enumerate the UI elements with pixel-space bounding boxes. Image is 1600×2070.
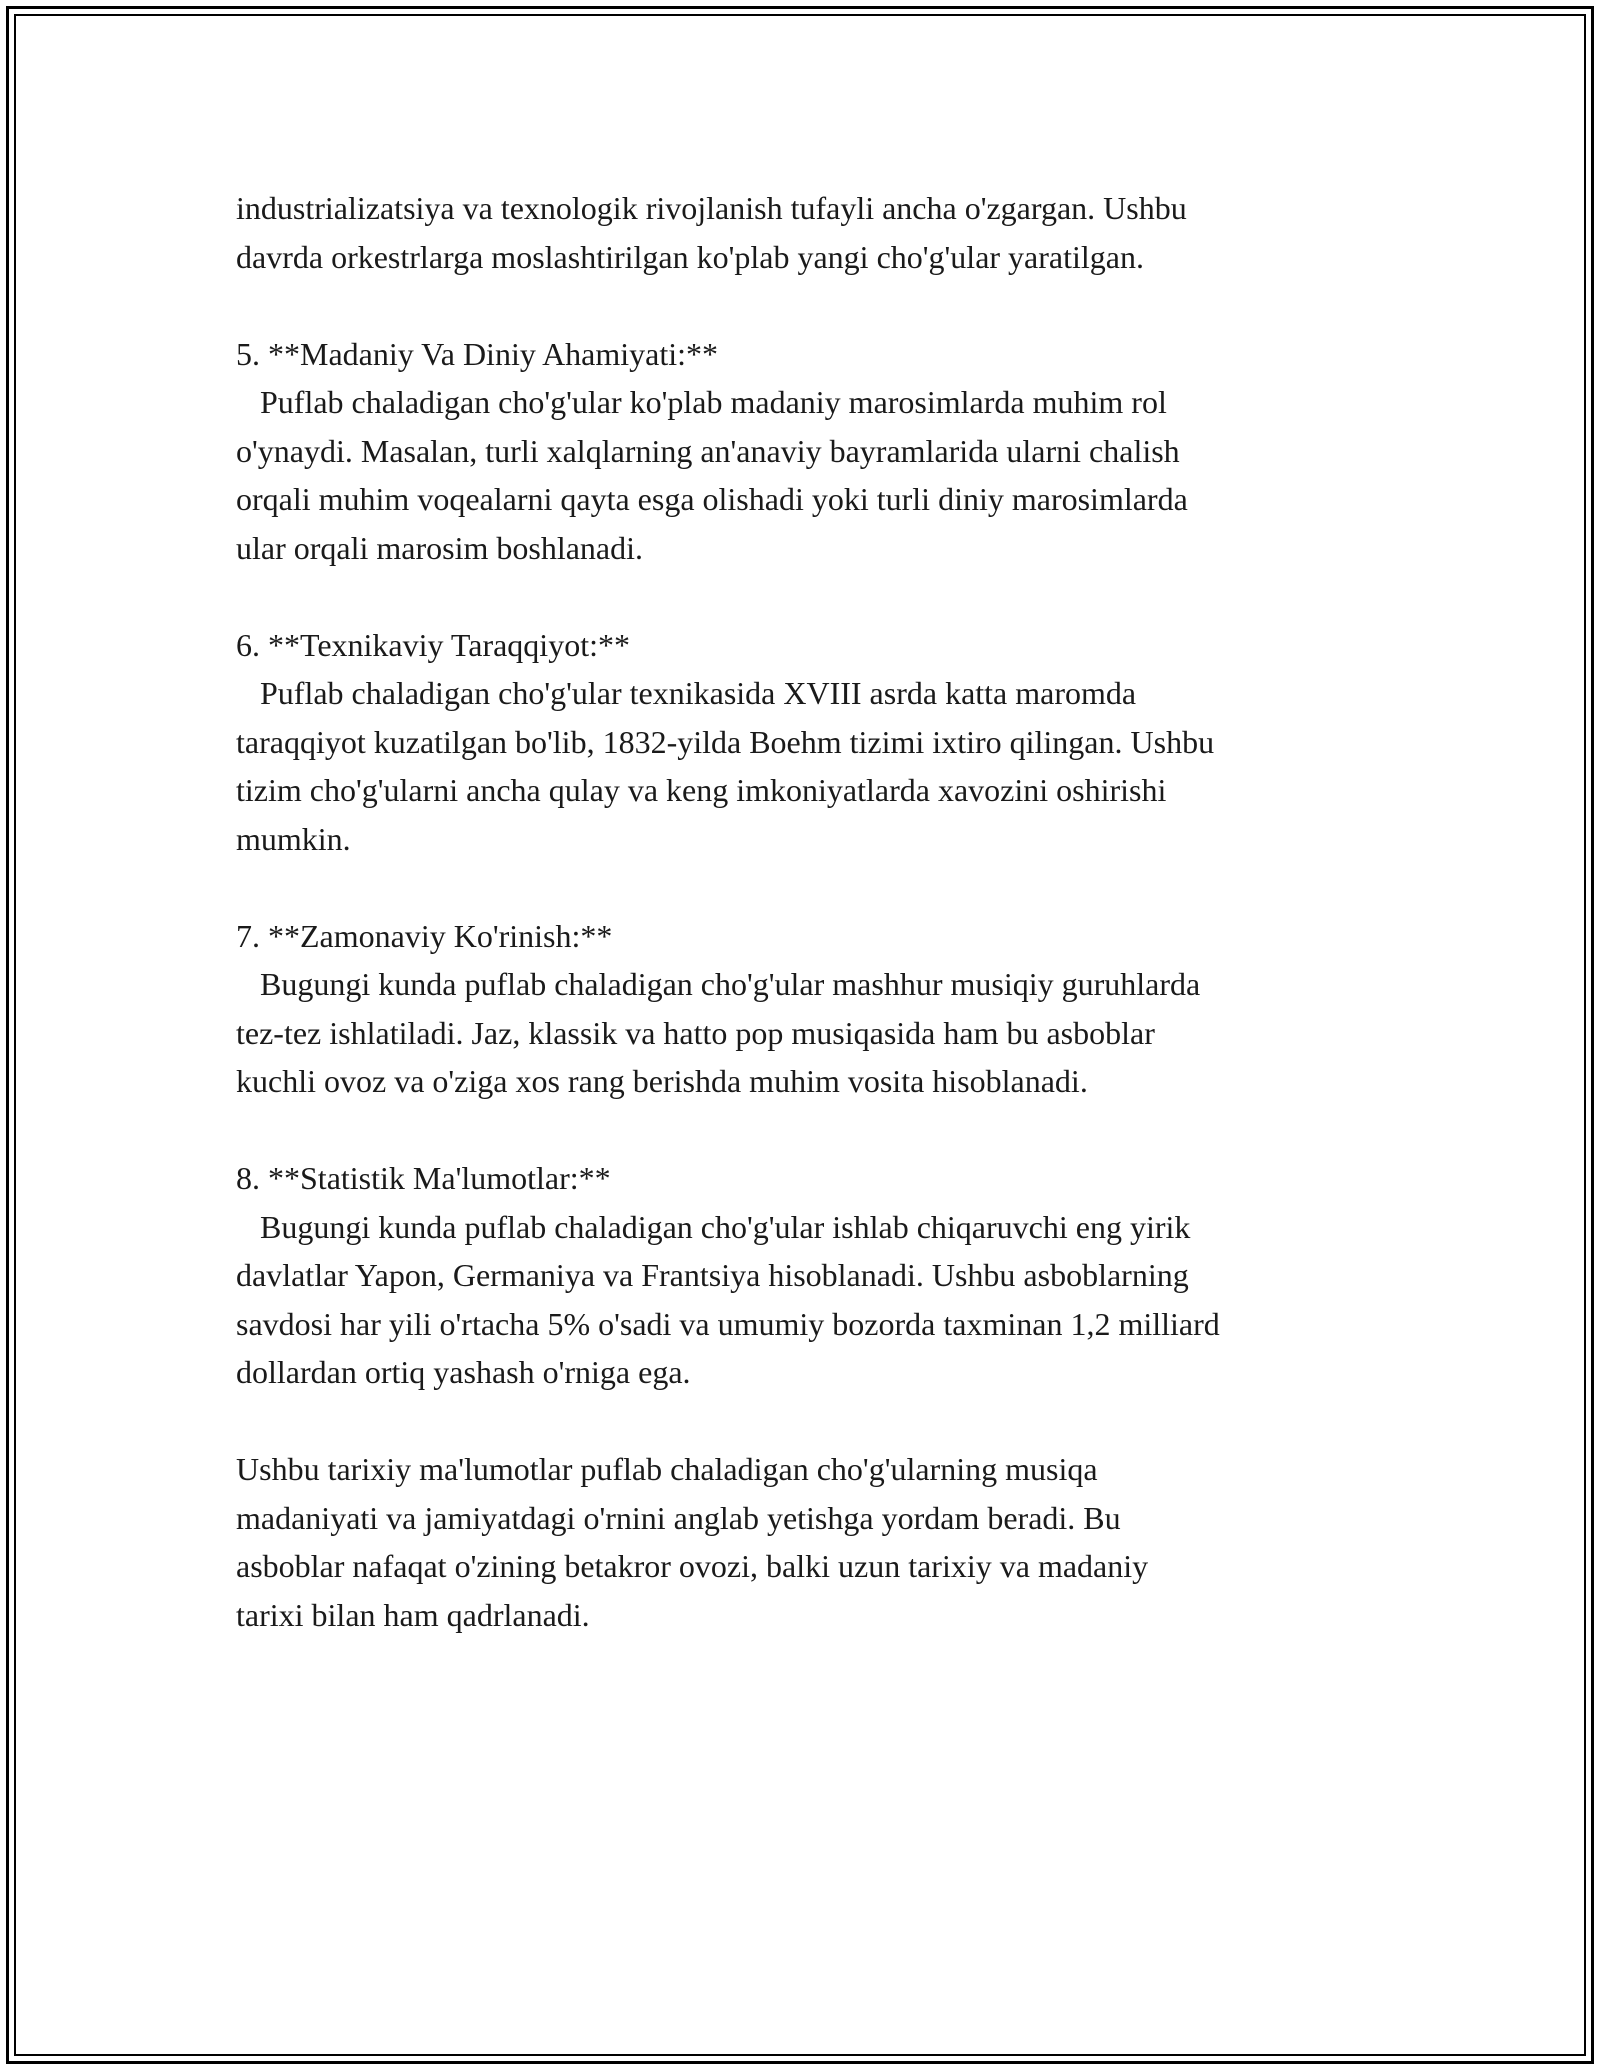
section-heading: 5. **Madaniy Va Diniy Ahamiyati:** [236, 335, 719, 372]
section-heading: 8. **Statistik Ma'lumotlar:** [236, 1160, 611, 1196]
section-6 [236, 621, 1376, 864]
section-heading: 7. **Zamonaviy Ko'rinish:** [236, 917, 613, 954]
section-body: Bugungi kunda puflab chaladigan cho'g'ular mashhur musiqiy guruhlarda tez-tez ishlatiladi. Jaz, klassik va hatto pop musiqasida ham bu asboblar kuchli ovoz va o'ziga xos rang berishda muhim vosita hisoblanadi. [236, 966, 1201, 1099]
section-body: Puflab chaladigan cho'g'ular ko'plab madaniy marosimlarda muhim rol o'ynaydi. Masalan, turli xalqlarning an'anaviy bayramlarida ularni chalish orqali muhim voqealarni qayta esga olishadi yoki turli diniy marosimlarda ular orqali marosim boshlanadi. [236, 384, 1188, 566]
section-8 [236, 1154, 1376, 1397]
conclusion-paragraph: Ushbu tarixiy ma'lumotlar puflab chaladigan cho'g'ularning musiqa madaniyati va jamiyatdagi o'rnini anglab yetishga yordam beradi. Bu asboblar nafaqat o'zining betakror ovozi, balki uzun tarixiy va madaniy tarixi bilan ham qadrlanadi. [236, 1451, 1149, 1633]
document-body [236, 184, 1376, 1688]
section-heading: 6. **Texnikaviy Taraqqiyot:** [236, 626, 630, 663]
section-body: Bugungi kunda puflab chaladigan cho'g'ular ishlab chiqaruvchi eng yirik davlatlar Yapon, Germaniya va Frantsiya hisoblanadi. Ushbu asboblarning savdosi har yili o'rtacha 5% o'sadi va umumiy bozorda taxminan 1,2 milliard dollardan ortiq yashash o'rniga ega. [236, 1208, 1220, 1390]
section-5 [236, 330, 1376, 573]
intro-paragraph: industrializatsiya va texnologik rivojlanish tufayli ancha o'zgargan. Ushbu davrda orkestrlarga moslashtirilgan ko'plab yangi cho'g'ular yaratilgan. [236, 190, 1187, 275]
section-7 [236, 912, 1376, 1106]
section-body: Puflab chaladigan cho'g'ular texnikasida XVIII asrda katta maromda taraqqiyot kuzatilgan bo'lib, 1832-yilda Boehm tizimi ixtiro qilingan. Ushbu tizim cho'g'ularni ancha qulay va keng imkoniyatlarda xavozini oshirishi mumkin. [236, 675, 1215, 857]
